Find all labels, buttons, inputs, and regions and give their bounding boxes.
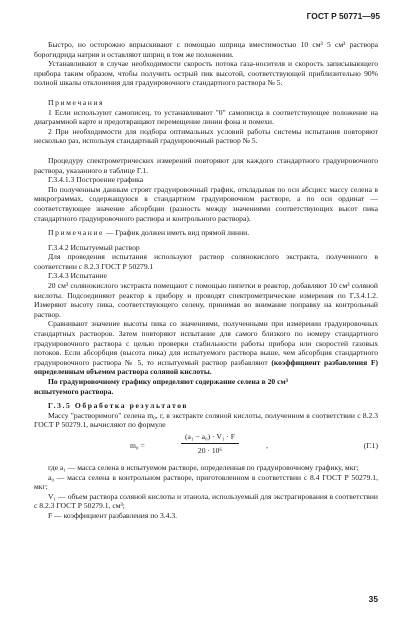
section-heading-test: Г.3.4.3 Испытание — [48, 271, 107, 281]
paragraph-determine-cont: испытуемого раствора. — [34, 386, 114, 396]
note-graph-title: Примечание — [48, 228, 105, 238]
section-heading-results: Г.3.5 Обработка результатов — [48, 401, 189, 411]
note-1: 1 Если используют самописец, то устанавливают "0" самописца в соответствующее положение на диаграммной карте и предотвращают перемещение линии фона и помехи. — [34, 107, 378, 127]
definition-a1: где a₁ — масса селена в испытуемом растворе, определенная по градуировочному графику, мкг; — [48, 462, 359, 472]
page-number: 35 — [368, 594, 378, 604]
paragraph-injection: Быстро, но осторожно впрыскивают с помощью шприца вместимостью 10 см³ 5 см³ раствора борогидрида натрия и оставляют шприц в том же положении. — [34, 40, 378, 59]
paragraph-determine: По градуировочному графику определяют содержание селена в 20 см³ — [48, 377, 288, 386]
definition-v1: V₁ — объем раствора соляной кислоты и этанола, используемый для экстрагирования в соответствии с 8.2.3 ГОСТ Р 50279.1, см³; — [34, 491, 378, 511]
formula-denominator: 20 · 10⁶ — [197, 445, 223, 455]
paragraph-compare: Сравнивают значение высоты пика со значениями, полученными при измерении градуировочных стандартных растворов. Затем повторяют испытание для самого близкого по номеру стандартного градуировочного раствора с целью проверки стабильности работы прибора или скоростей газовых потоков. Если абсорбция (высота пика) для испытуемого раствора выше, чем абсорбция стандартного градуировочного раствора № 5, то испытуемый раствор разбавляют (коэффициент разбавления F) определенным объемом раствора соляной кислоты. — [34, 319, 378, 377]
note-graph — [34, 228, 378, 238]
formula-number: (Г.1) — [363, 440, 378, 450]
definition-a0: a₀ — масса селена в контрольном растворе, приготовленном в соответствии с 8.4 ГОСТ Р 50279.1, мкг; — [34, 472, 378, 492]
paragraph-graph: По полученным данным строят градуировочный график, откладывая по оси абсцисс массу селена в микрограммах, содержащуюся в стандартном градуировочном растворе, а по оси ординат — соответствующее значение абсорбции (разность между значениями соответствующих высот пика стандартного градуировочного раствора и контрольного раствора). — [34, 184, 378, 223]
paragraph-mass-formula-intro: Массу "растворимого" селена m₀, г, в экстракте соляной кислоты, полученном в соответствии с 8.2.3 ГОСТ Р 50279.1, вычисляют по формуле — [34, 410, 378, 430]
definition-f: F — коэффициент разбавления по 3.4.3. — [48, 510, 178, 520]
formula-end: , — [266, 440, 268, 450]
page-body — [34, 40, 378, 521]
note-graph-text: — График должен иметь вид прямой линии. — [104, 228, 250, 238]
section-heading-test-solution: Г.3.4.2 Испытуемый раствор — [48, 242, 140, 252]
standard-code-header: ГОСТ Р 50771—95 — [306, 11, 380, 21]
formula-lhs: m₀ = — [130, 440, 145, 450]
notes-heading: Примечания — [48, 97, 105, 107]
section-heading-graph: Г.3.4.1.3 Построение графика — [48, 175, 144, 185]
paragraph-repeat-procedure: Процедуру спектрометрических измерений повторяют для каждого стандартного градуировочного раствора, указанного в таблице Г.1. — [34, 155, 378, 175]
paragraph-test: 20 см³ солянокислого экстракта помещают с помощью пипетки в реактор, добавляют 10 см³ соляной кислоты. Подсоединяют реактор к прибору и проводят спектрометрические измерения по Г.3.4.1.2. Измеряют высоту пика, соответствующего селену, принимая во внимание поправку на контрольный раствор. — [34, 281, 378, 319]
note-2: 2 При необходимости для подбора оптимальных условий работы системы испытания повторяют несколько раз, используя стандартный градуировочный раствор № 5. — [34, 126, 378, 146]
formula-g1 — [34, 432, 378, 460]
paragraph-test-solution: Для проведения испытания используют раствор солянокислого экстракта, полученного в соответствии с 8.2.3 ГОСТ Р 50279.1 — [34, 252, 378, 271]
formula-numerator: (a₁ − a₀) · V₁ · F — [181, 432, 239, 444]
paragraph-flow-settings: Устанавливают в случае необходимости скорость потока газа-носителя и скорость записывающего прибора таким образом, чтобы получить острый пик высотой, соответствующей приблизительно 90% полной шкалы отклонения для градуировочного стандартного раствора № 5. — [34, 59, 378, 88]
formula-fraction — [160, 432, 260, 455]
dilution-note: (коэффициент разбавления F) определенным объемом раствора соляной кислоты. — [34, 357, 378, 377]
